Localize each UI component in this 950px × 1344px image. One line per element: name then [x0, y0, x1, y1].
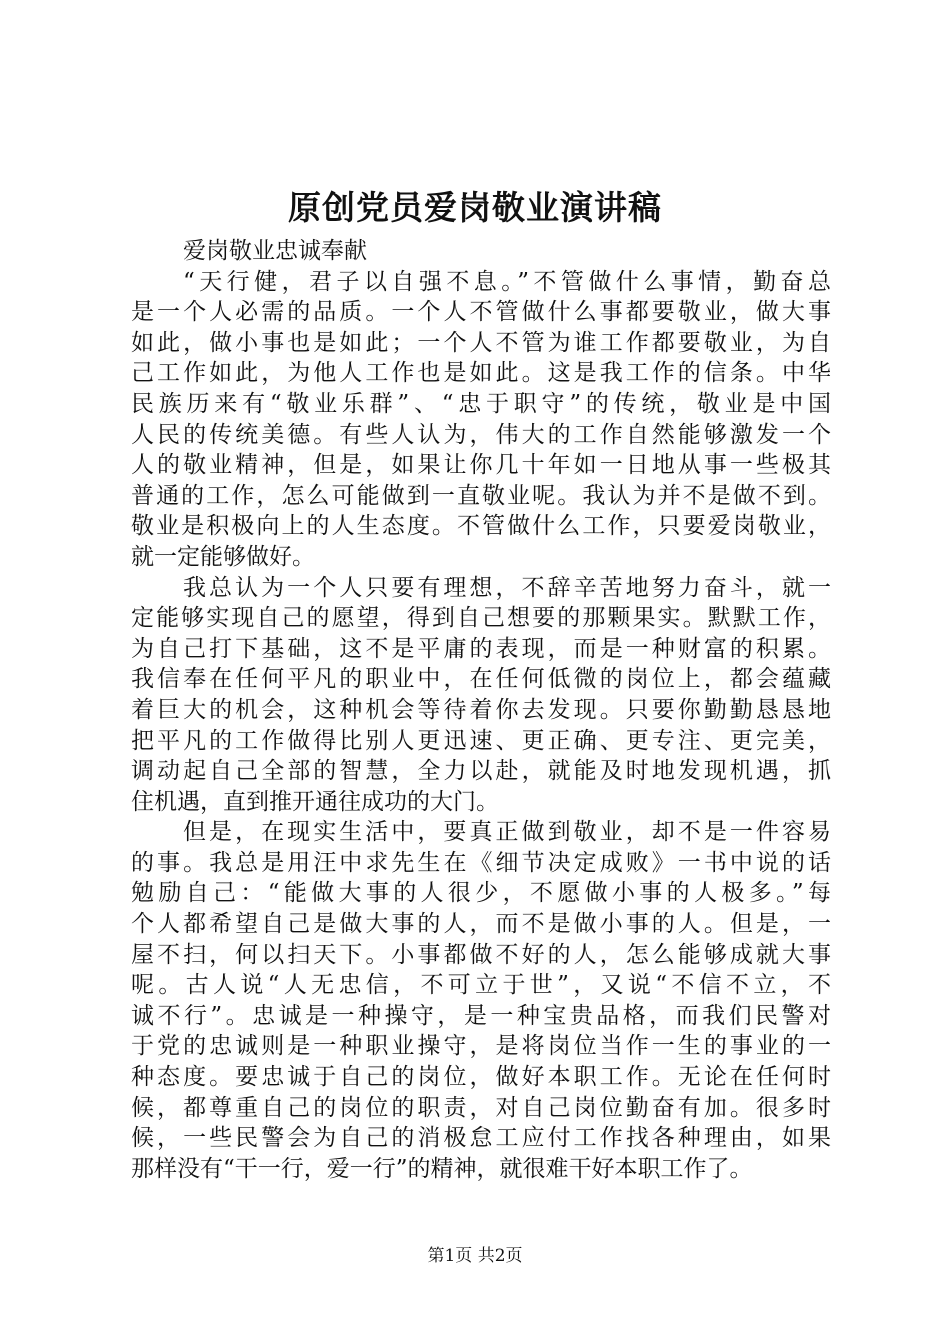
- document-body: [131, 236, 831, 1184]
- paragraph-line: 民族历来有“敬业乐群”、“忠于职守”的传统，敬业是中国: [131, 390, 831, 417]
- paragraph-line: 我信奉在任何平凡的职业中，在任何低微的岗位上，都会蕴藏: [131, 666, 831, 693]
- document-subtitle: 爱岗敬业忠诚奉献: [183, 238, 367, 264]
- paragraph-line: 勉励自己：“能做大事的人很少，不愿做小事的人极多。”每: [131, 880, 831, 907]
- paragraph-line: 于党的忠诚则是一种职业操守，是将岗位当作一生的事业的一: [131, 1033, 831, 1060]
- document-title: 原创党员爱岗敬业演讲稿: [288, 188, 662, 227]
- paragraph-line: 调动起自己全部的智慧，全力以赴，就能及时地发现机遇，抓: [131, 758, 831, 785]
- paragraph-line: 就一定能够做好。: [131, 543, 315, 570]
- paragraph-line: 如此，做小事也是如此；一个人不管为谁工作都要敬业，为自: [131, 329, 831, 356]
- paragraph-line: 种态度。要忠诚于自己的岗位，做好本职工作。无论在任何时: [131, 1064, 831, 1091]
- page-footer: 第1页 共2页: [427, 1246, 523, 1266]
- paragraph-line: 己工作如此，为他人工作也是如此。这是我工作的信条。中华: [131, 360, 831, 387]
- paragraph-line: 是一个人必需的品质。一个人不管做什么事都要敬业，做大事: [131, 299, 831, 326]
- paragraph-line: 但是，在现实生活中，要真正做到敬业，却不是一件容易: [183, 819, 831, 846]
- paragraph-line: 普通的工作，怎么可能做到一直敬业呢。我认为并不是做不到。: [131, 482, 831, 509]
- paragraph-line: 候，都尊重自己的岗位的职责，对自己岗位勤奋有加。很多时: [131, 1094, 831, 1121]
- paragraph-line: 人民的传统美德。有些人认为，伟大的工作自然能够激发一个: [131, 421, 831, 448]
- paragraph-line: 呢。古人说“人无忠信，不可立于世”，又说“不信不立，不: [131, 972, 831, 999]
- paragraph-line: 人的敬业精神，但是，如果让你几十年如一日地从事一些极其: [131, 452, 831, 479]
- paragraph-line: “天行健，君子以自强不息。”不管做什么事情，勤奋总: [183, 268, 831, 295]
- paragraph-line: 定能够实现自己的愿望，得到自己想要的那颗果实。默默工作，: [131, 605, 831, 632]
- paragraph-line: 的事。我总是用汪中求先生在《细节决定成败》一书中说的话: [131, 849, 831, 876]
- paragraph-line: 屋不扫，何以扫天下。小事都做不好的人，怎么能够成就大事: [131, 941, 831, 968]
- paragraph-line: 为自己打下基础，这不是平庸的表现，而是一种财富的积累。: [131, 635, 831, 662]
- paragraph-line: 敬业是积极向上的人生态度。不管做什么工作，只要爱岗敬业，: [131, 513, 831, 540]
- paragraph-line: 个人都希望自己是做大事的人，而不是做小事的人。但是，一: [131, 911, 831, 938]
- paragraph-line: 把平凡的工作做得比别人更迅速、更正确、更专注、更完美，: [131, 727, 831, 754]
- paragraph-line: 候，一些民警会为自己的消极怠工应付工作找各种理由，如果: [131, 1125, 831, 1152]
- paragraph-line: 那样没有“干一行，爱一行”的精神，就很难干好本职工作了。: [131, 1155, 753, 1182]
- paragraph-line: 着巨大的机会，这种机会等待着你去发现。只要你勤勤恳恳地: [131, 696, 831, 723]
- paragraph-line: 我总认为一个人只要有理想，不辞辛苦地努力奋斗，就一: [183, 574, 831, 601]
- paragraph-line: 诚不行”。忠诚是一种操守，是一种宝贵品格，而我们民警对: [131, 1002, 831, 1029]
- paragraph-line: 住机遇，直到推开通往成功的大门。: [131, 788, 499, 815]
